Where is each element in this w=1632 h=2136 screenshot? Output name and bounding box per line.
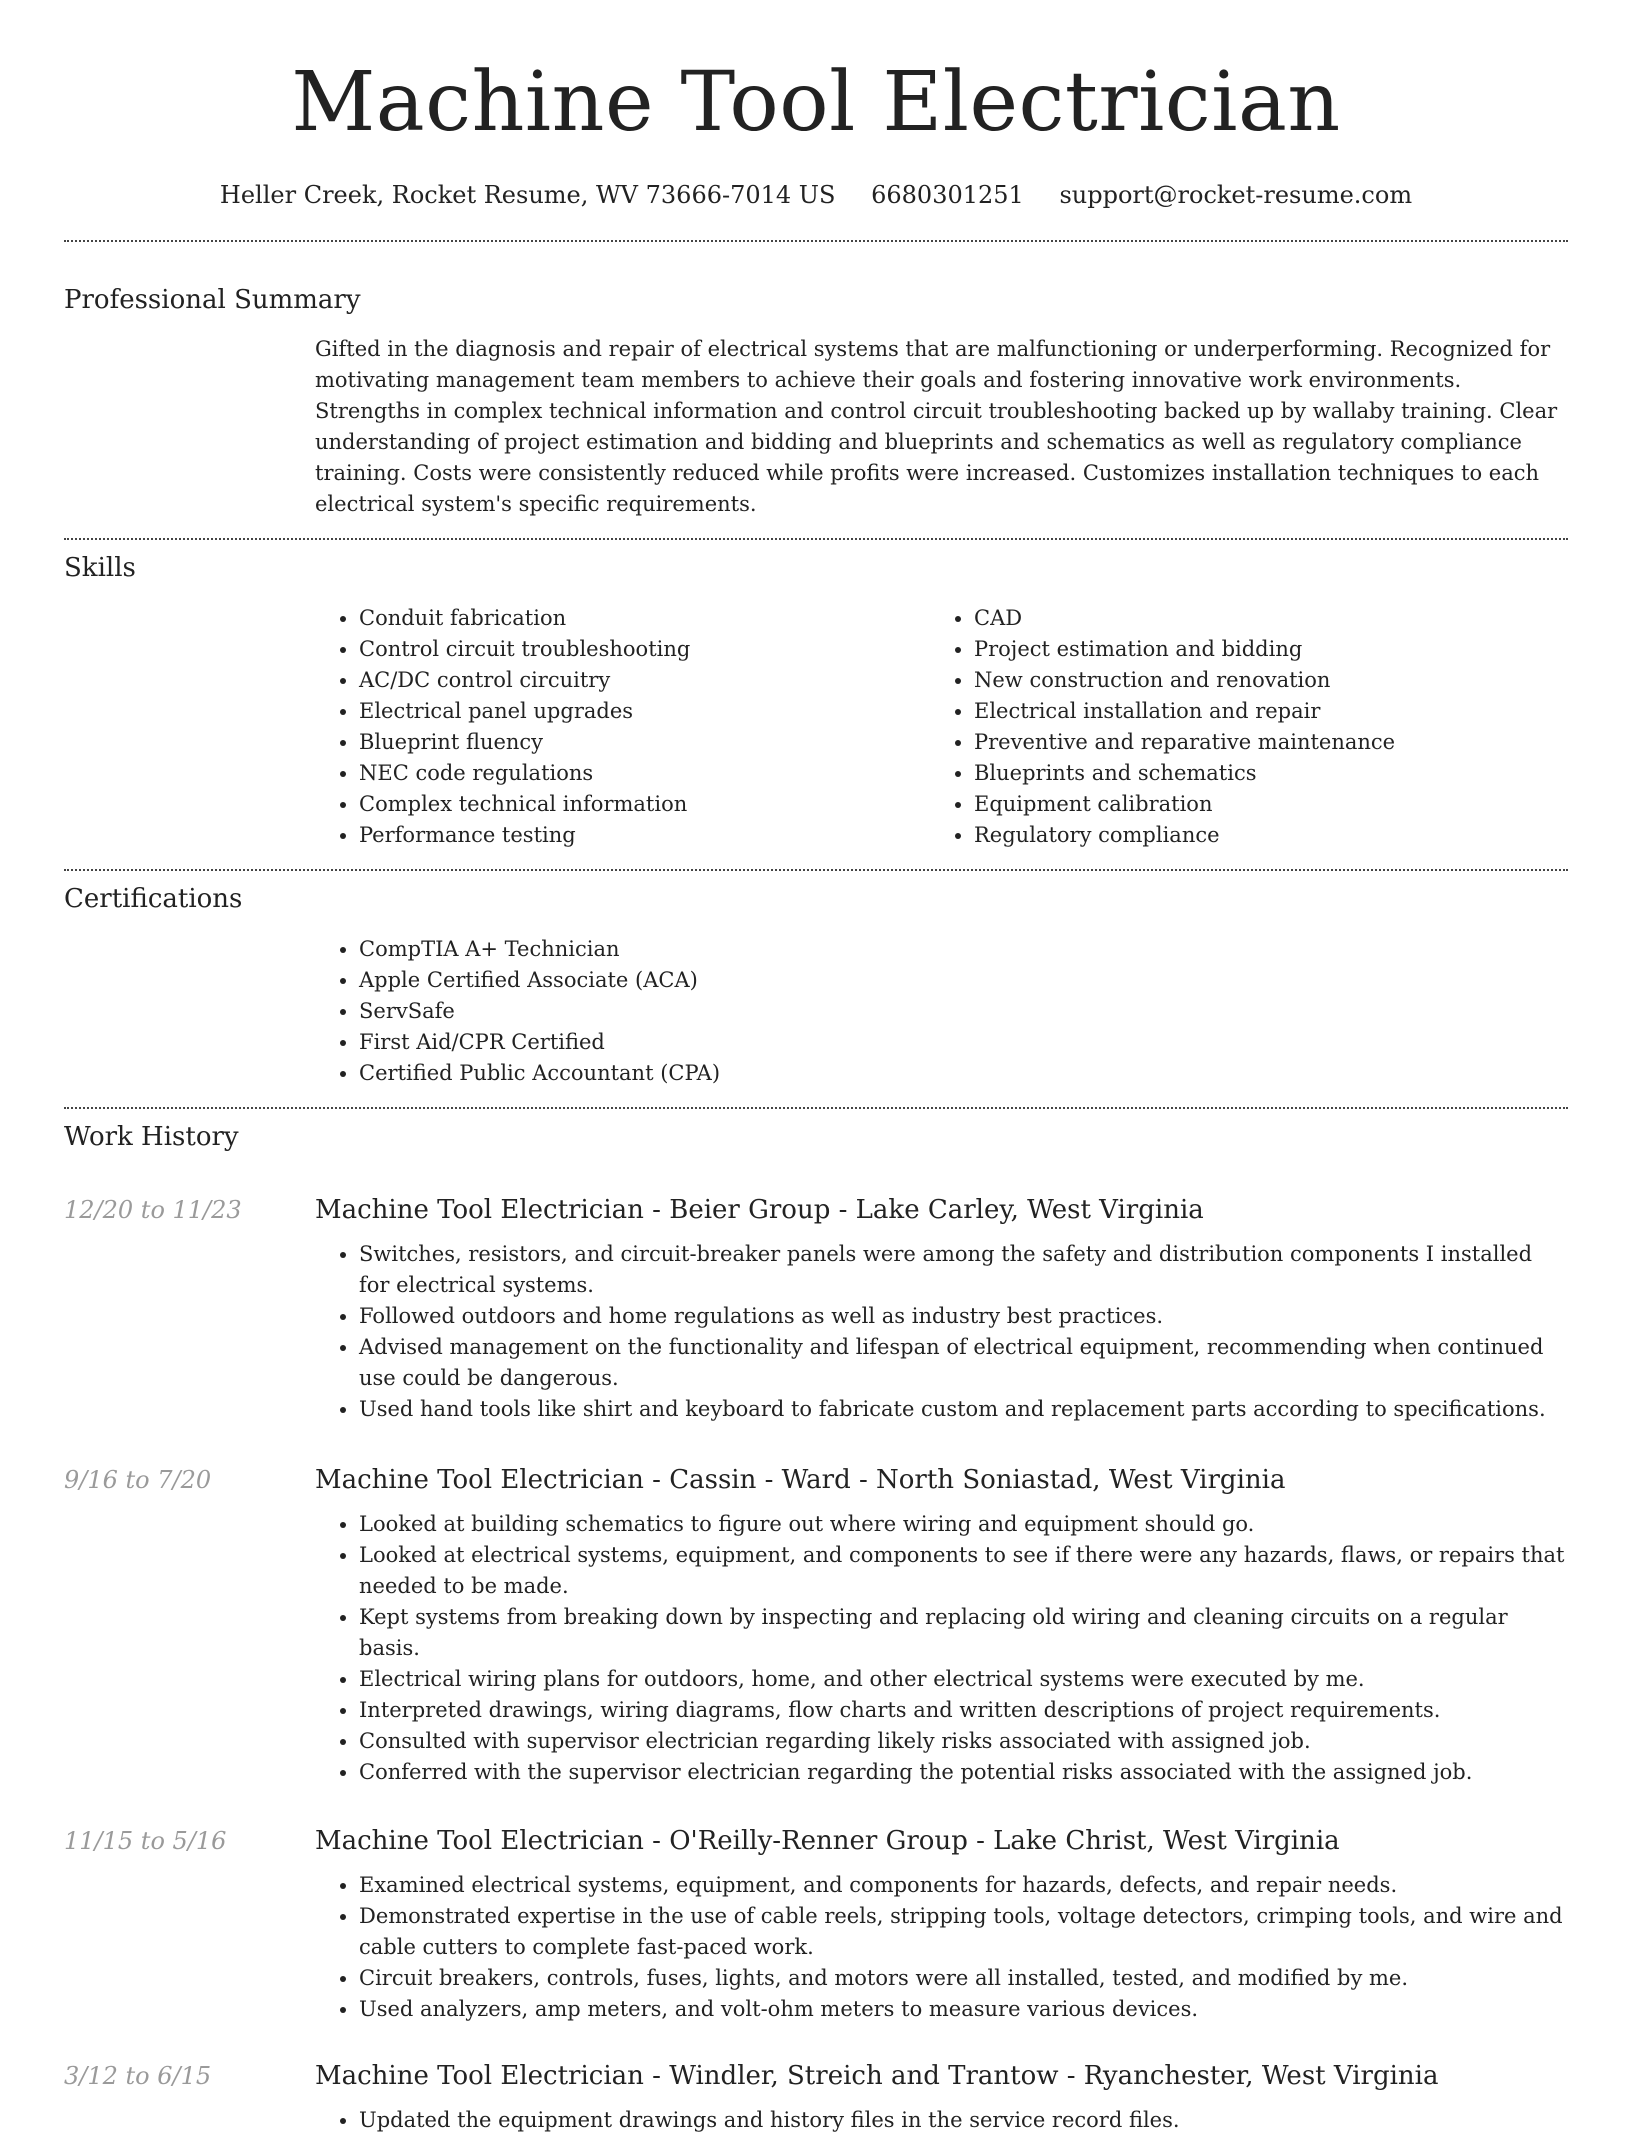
job-entry [64, 1463, 1568, 1788]
job-title: Machine Tool Electrician - Cassin - Ward - North Soniastad, West Virginia [315, 1465, 1286, 1495]
job-bullet: • Examined electrical systems, equipment, and components for hazards, defects, and repair needs. [359, 1870, 1568, 1901]
skills-column-left [315, 603, 930, 851]
job-dates: 11/15 to 5/16 [64, 1827, 227, 1855]
job-bullet: • Looked at electrical systems, equipment, and components to see if there were any hazards, flaws, or repairs that needed to be made. [359, 1540, 1568, 1602]
job-bullet: • Kept systems from breaking down by inspecting and replacing old wiring and cleaning circuits on a regular basis. [359, 1602, 1568, 1664]
job-bullet: • Switches, resistors, and circuit-breaker panels were among the safety and distribution components I installed for electrical systems. [359, 1239, 1568, 1301]
certification-item: • ServSafe [359, 996, 1568, 1027]
skill-item: • Blueprints and schematics [974, 758, 1545, 789]
job-bullets [315, 2105, 1568, 2136]
skill-item: • Conduit fabrication [359, 603, 930, 634]
skills-list-left [315, 603, 930, 851]
skill-item: • Electrical panel upgrades [359, 696, 930, 727]
job-bullet: • Interpreted drawings, wiring diagrams, flow charts and written descriptions of project requirements. [359, 1695, 1568, 1726]
job-header [64, 2059, 1568, 2093]
job-bullet: • Looked at building schematics to figure out where wiring and equipment should go. [359, 1509, 1568, 1540]
skills-title: Skills [64, 553, 136, 583]
job-header [64, 1463, 1568, 1497]
job-bullet: • Advised management on the functionality and lifespan of electrical equipment, recommending when continued use could be dangerous. [359, 1332, 1568, 1394]
skill-item: • Complex technical information [359, 789, 930, 820]
contact-email: support@rocket-resume.com [1059, 181, 1413, 209]
skill-item: • Equipment calibration [974, 789, 1545, 820]
skills-column-right [930, 603, 1545, 851]
job-bullet-list [315, 1870, 1568, 2025]
certification-item: • First Aid/CPR Certified [359, 1027, 1568, 1058]
skills-section [64, 540, 1568, 851]
certification-item: • Certified Public Accountant (CPA) [359, 1058, 1568, 1089]
job-bullet-list [315, 1239, 1568, 1425]
job-bullet: • Electrical wiring plans for outdoors, home, and other electrical systems were executed by me. [359, 1664, 1568, 1695]
contact-line [64, 178, 1568, 212]
jobs-list [64, 1193, 1568, 2136]
job-dates: 3/12 to 6/15 [64, 2062, 212, 2090]
skill-item: • AC/DC control circuitry [359, 665, 930, 696]
job-header [64, 1193, 1568, 1227]
skill-item: • Blueprint fluency [359, 727, 930, 758]
summary-title: Professional Summary [64, 285, 361, 315]
job-bullets [315, 1239, 1568, 1425]
job-dates: 12/20 to 11/23 [64, 1196, 242, 1224]
skills-list-right [930, 603, 1545, 851]
job-bullet: • Used hand tools like shirt and keyboard to fabricate custom and replacement parts according to specifications. [359, 1394, 1568, 1425]
summary-text: Gifted in the diagnosis and repair of electrical systems that are malfunctioning or underperforming. Recognized for motivating management team members to achieve their goals and fostering innovative work environments. Strengths in complex technical information and control circuit troubleshooting backed up by wallaby training. Clear understanding of project estimation and bidding and blueprints and schematics as well as regulatory compliance training. Costs were consistently reduced while profits were increased. Customizes installation techniques to each electrical system's specific requirements. [315, 337, 1558, 516]
job-bullet: • Circuit breakers, controls, fuses, lights, and motors were all installed, tested, and modified by me. [359, 1963, 1568, 1994]
job-entry [64, 1193, 1568, 1425]
job-entry [64, 1824, 1568, 2025]
contact-phone: 6680301251 [871, 181, 1024, 209]
skills-grid [315, 603, 1568, 851]
job-bullet: • Conferred with the supervisor electrician regarding the potential risks associated with the assigned job. [359, 1757, 1568, 1788]
work-title: Work History [64, 1122, 239, 1152]
skill-item: • Electrical installation and repair [974, 696, 1545, 727]
job-bullet: • Updated the equipment drawings and history files in the service record files. [359, 2105, 1568, 2136]
job-title: Machine Tool Electrician - Beier Group - Lake Carley, West Virginia [315, 1195, 1204, 1225]
skill-item: • New construction and renovation [974, 665, 1545, 696]
certifications-list [315, 934, 1568, 1089]
job-bullet-list [315, 2105, 1568, 2136]
work-section [64, 1109, 1568, 2136]
job-dates: 9/16 to 7/20 [64, 1466, 212, 1494]
job-bullets [315, 1870, 1568, 2025]
certification-item: • Apple Certified Associate (ACA) [359, 965, 1568, 996]
certifications-title: Certifications [64, 884, 243, 914]
skill-item: • Project estimation and bidding [974, 634, 1545, 665]
contact-address: Heller Creek, Rocket Resume, WV 73666-7014 US [219, 181, 836, 209]
skill-item: • Regulatory compliance [974, 820, 1545, 851]
job-bullet: • Used analyzers, amp meters, and volt-ohm meters to measure various devices. [359, 1994, 1568, 2025]
job-bullet: • Demonstrated expertise in the use of cable reels, stripping tools, voltage detectors, crimping tools, and wire and cable cutters to complete fast-paced work. [359, 1901, 1568, 1963]
skill-item: • Control circuit troubleshooting [359, 634, 930, 665]
candidate-name: Machine Tool Electrician [291, 55, 1341, 150]
job-bullet: • Consulted with supervisor electrician regarding likely risks associated with assigned job. [359, 1726, 1568, 1757]
certifications-body [315, 934, 1568, 1089]
job-entry [64, 2059, 1568, 2136]
certification-item: • CompTIA A+ Technician [359, 934, 1568, 965]
certifications-section [64, 871, 1568, 1089]
job-bullet-list [315, 1509, 1568, 1788]
job-title: Machine Tool Electrician - Windler, Streich and Trantow - Ryanchester, West Virginia [315, 2061, 1439, 2091]
job-title: Machine Tool Electrician - O'Reilly-Renner Group - Lake Christ, West Virginia [315, 1826, 1340, 1856]
skill-item: • Performance testing [359, 820, 930, 851]
summary-section [64, 242, 1568, 520]
job-bullet: • Followed outdoors and home regulations as well as industry best practices. [359, 1301, 1568, 1332]
job-header [64, 1824, 1568, 1858]
job-bullets [315, 1509, 1568, 1788]
resume-page [64, 0, 1568, 2136]
skill-item: • NEC code regulations [359, 758, 930, 789]
skill-item: • Preventive and reparative maintenance [974, 727, 1545, 758]
skill-item: • CAD [974, 603, 1545, 634]
